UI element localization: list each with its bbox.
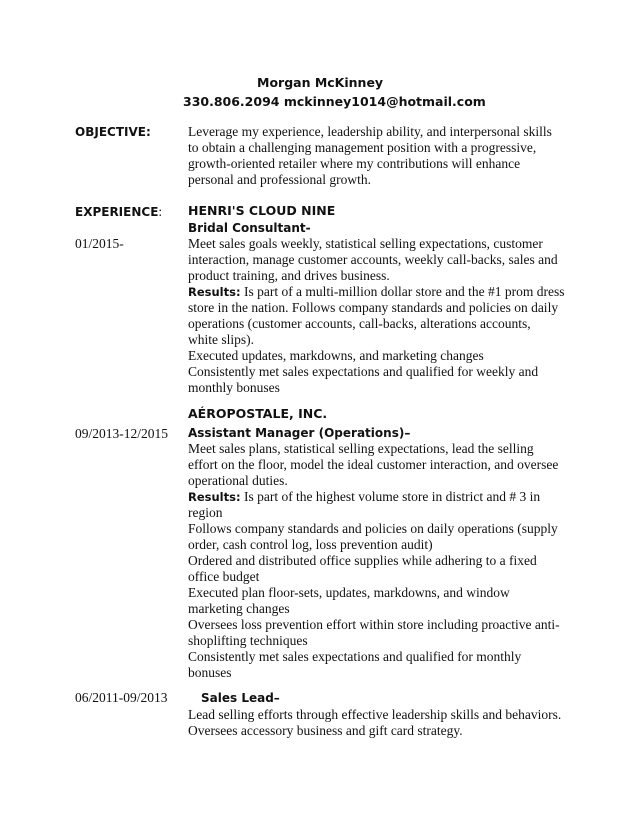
job-line: order, cash control log, loss prevention audit)	[188, 537, 433, 552]
job-line: bonuses	[188, 665, 232, 680]
job-role: Bridal Consultant-	[188, 221, 311, 235]
experience-label: EXPERIENCE	[75, 205, 159, 219]
job-role: Assistant Manager (Operations)–	[188, 426, 411, 440]
job-line: monthly bonuses	[188, 380, 280, 395]
candidate-name: Morgan McKinney	[257, 75, 384, 90]
job-line: office budget	[188, 569, 260, 584]
job-line: shoplifting techniques	[188, 633, 308, 648]
job-line: Meet sales goals weekly, statistical selling expectations, customer	[188, 236, 543, 251]
job-description	[188, 236, 565, 396]
objective-heading: OBJECTIVE:	[75, 125, 151, 139]
job-description	[188, 441, 560, 681]
contact-info: 330.806.2094 mckinney1014@hotmail.com	[183, 94, 486, 109]
job-line: product training, and drives business.	[188, 268, 390, 283]
job-line: marketing changes	[188, 601, 290, 616]
results-text: Is part of the highest volume store in district and # 3 in	[240, 489, 541, 504]
job-dates: 01/2015-	[75, 236, 124, 251]
objective-text	[188, 124, 552, 188]
job-line: effort on the floor, model the ideal customer interaction, and oversee	[188, 457, 559, 472]
job-company: AÉROPOSTALE, INC.	[188, 406, 328, 421]
objective-line: personal and professional growth.	[188, 172, 371, 187]
experience-heading	[75, 204, 162, 220]
job-dates: 06/2011-09/2013	[75, 690, 168, 705]
experience-colon: :	[158, 204, 163, 219]
job-line: white slips).	[188, 332, 254, 347]
objective-line: to obtain a challenging management position with a progressive,	[188, 140, 537, 155]
results-text: Is part of a multi-million dollar store and the #1 prom dress	[240, 284, 565, 299]
job-line: Executed updates, markdowns, and marketing changes	[188, 348, 484, 363]
job-line: Oversees loss prevention effort within store including proactive anti-	[188, 617, 560, 632]
job-line: Ordered and distributed office supplies while adhering to a fixed	[188, 553, 537, 568]
job-line: Follows company standards and policies on daily operations (supply	[188, 521, 558, 536]
results-line	[188, 489, 560, 505]
results-label: Results:	[188, 490, 241, 504]
results-label: Results:	[188, 285, 241, 299]
job-dates: 09/2013-12/2015	[75, 426, 168, 441]
job-description	[188, 707, 561, 739]
job-company: HENRI'S CLOUD NINE	[188, 203, 336, 218]
job-line: operations (customer accounts, call-backs, alterations accounts,	[188, 316, 531, 331]
job-line: region	[188, 505, 223, 520]
results-line	[188, 284, 565, 300]
objective-line: growth-oriented retailer where my contributions will enhance	[188, 156, 521, 171]
job-line: Consistently met sales expectations and qualified for monthly	[188, 649, 522, 664]
job-line: Executed plan floor-sets, updates, markdowns, and window	[188, 585, 510, 600]
job-role: Sales Lead–	[201, 691, 280, 705]
job-line: Consistently met sales expectations and qualified for weekly and	[188, 364, 539, 379]
job-line: interaction, manage customer accounts, weekly call-backs, sales and	[188, 252, 558, 267]
job-line: operational duties.	[188, 473, 288, 488]
job-line: Meet sales plans, statistical selling expectations, lead the selling	[188, 441, 534, 456]
job-line: Oversees accessory business and gift card strategy.	[188, 723, 463, 738]
job-line: store in the nation. Follows company standards and policies on daily	[188, 300, 559, 315]
objective-line: Leverage my experience, leadership ability, and interpersonal skills	[188, 124, 552, 139]
job-line: Lead selling efforts through effective leadership skills and behaviors.	[188, 707, 562, 722]
